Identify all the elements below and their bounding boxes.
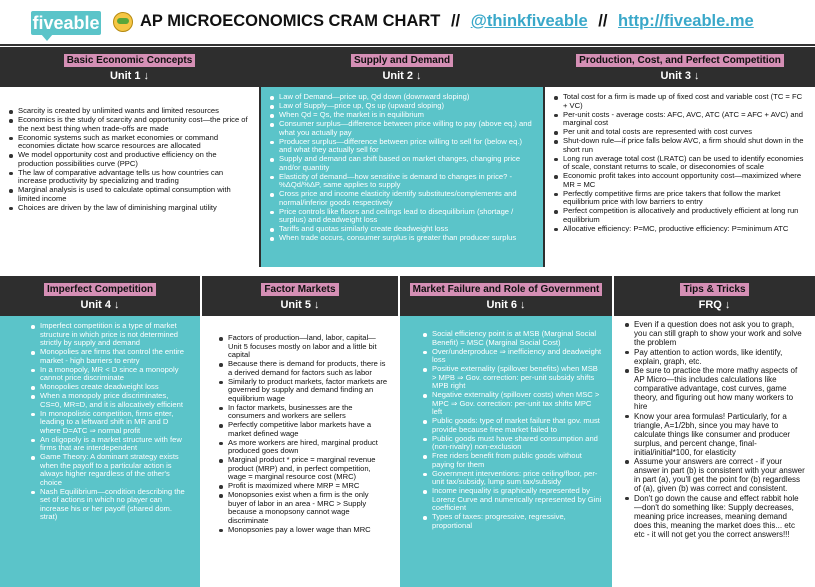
frq-content bbox=[614, 316, 815, 587]
list-item: Monopsonies exist when a firm is the only buyer of labor in an area - MRC > Supply because a monopsony cannot wage discriminate bbox=[218, 491, 388, 525]
unit4-header bbox=[0, 276, 200, 316]
unit1-title: Basic Economic Concepts bbox=[64, 54, 196, 67]
list-item: Choices are driven by the law of diminishing marginal utility bbox=[8, 204, 249, 213]
unit5-title: Factor Markets bbox=[261, 283, 338, 296]
unit4-content bbox=[0, 316, 200, 587]
list-item: We model opportunity cost and productive efficiency on the production possibilities curve (PPC) bbox=[8, 151, 249, 168]
list-item: Imperfect competition is a type of market structure in which price is not determined strictly by supply and demand bbox=[30, 322, 190, 348]
list-item: Factors of production—land, labor, capital—Unit 5 focuses mostly on labor and a little bit capital bbox=[218, 334, 388, 360]
list-item: Monopolies create deadweight loss bbox=[30, 383, 190, 392]
unit1-header bbox=[0, 47, 259, 87]
list-item: Game Theory: A dominant strategy exists when the payoff to a particular action is always higher regardless of the other's choice bbox=[30, 453, 190, 487]
list-item: When Qd = Qs, the market is in equilibrium bbox=[269, 111, 533, 120]
list-item: Free riders benefit from public goods without paying for them bbox=[422, 452, 602, 469]
unit2-label: Unit 2 ↓ bbox=[382, 70, 422, 82]
list-item: Per-unit costs - average costs: AFC, AVC, ATC (ATC = AFC + AVC) and marginal cost bbox=[553, 111, 805, 128]
list-item: Economics is the study of scarcity and opportunity cost—the price of the next best thing when trade-offs are made bbox=[8, 116, 249, 133]
list-item: Per unit and total costs are represented with cost curves bbox=[553, 128, 805, 137]
list-item: Tariffs and quotas similarly create deadweight loss bbox=[269, 225, 533, 234]
unit5-content bbox=[202, 316, 398, 587]
frq-header bbox=[614, 276, 815, 316]
frq-label: FRQ ↓ bbox=[698, 299, 731, 311]
unit3-label: Unit 3 ↓ bbox=[660, 70, 700, 82]
header bbox=[0, 0, 815, 46]
list-item: When a monopoly price discriminates, CS=0, MR=D, and it is allocatively efficient bbox=[30, 392, 190, 409]
list-item: In a monopoly, MR < D since a monopoly cannot price discriminate bbox=[30, 366, 190, 383]
list-item: When trade occurs, consumer surplus is greater than producer surplus bbox=[269, 234, 533, 243]
list-item: Income inequality is graphically represented by Lorenz Curve and numerically represented by Gini coefficient bbox=[422, 487, 602, 513]
list-item: Cross price and income elasticity identify substitutes/complements and normal/inferior goods respectively bbox=[269, 190, 533, 207]
list-item: Pay attention to action words, like identify, explain, graph, etc. bbox=[624, 348, 805, 366]
unit3-header bbox=[545, 47, 815, 87]
unit3-content bbox=[545, 87, 815, 267]
list-item: Be sure to practice the more mathy aspects of AP Micro—this includes calculations like comparative advantage, cost curves, game theory, and figuring out how many workers to hire bbox=[624, 366, 805, 411]
list-item: Economic systems such as market economies or command economies dictate how scarce resources are allocated bbox=[8, 134, 249, 151]
unit6-title: Market Failure and Role of Government bbox=[410, 283, 603, 296]
list-item: Consumer surplus—difference between price willing to pay (above eq.) and what you actually pay bbox=[269, 120, 533, 137]
list-item: Know your area formulas! Particularly, for a triangle, A=1/2bh, since you may have to calculate things like consumer and producer surplus, and percent change, final-initial/initial*100, for elasticity bbox=[624, 412, 805, 457]
list-item: Marginal product * price = marginal revenue product (MRP) and, in perfect competition, wage = marginal resource cost (MRC) bbox=[218, 456, 388, 482]
list-item: Economic profit takes into account opportunity cost—maximized where MR = MC bbox=[553, 172, 805, 189]
list-item: Total cost for a firm is made up of fixed cost and variable cost (TC = FC + VC) bbox=[553, 93, 805, 110]
list-item: Positive externality (spillover benefits) when MSB > MPB ⇒ Gov. correction: per-unit subsidy shifts MPB right bbox=[422, 365, 602, 391]
page-title bbox=[140, 12, 754, 31]
unit3-title: Production, Cost, and Perfect Competition bbox=[576, 54, 784, 67]
list-item: Don't go down the cause and effect rabbit hole—don't do something like: Supply decreases, meaning price increases, meaning demand does this, meaning the market does this... etc etc - it will not get you the correct answers!!! bbox=[624, 494, 805, 539]
list-item: Perfect competition is allocatively and productively efficient at long run equilibrium bbox=[553, 207, 805, 224]
list-item: Types of taxes: progressive, regressive, proportional bbox=[422, 513, 602, 530]
list-item: Social efficiency point is at MSB (Marginal Social Benefit) = MSC (Marginal Social Cost) bbox=[422, 330, 602, 347]
unit1-content bbox=[0, 87, 259, 267]
column-divider bbox=[259, 47, 261, 276]
list-item: Allocative efficiency: P=MC, productive efficiency: P=minimum ATC bbox=[553, 225, 805, 234]
list-item: Similarly to product markets, factor markets are governed by supply and demand finding an equilibrium wage bbox=[218, 378, 388, 404]
list-item: Price controls like floors and ceilings lead to disequilibrium (shortage / surplus) and deadweight loss bbox=[269, 208, 533, 225]
title-separator: // bbox=[450, 12, 461, 30]
list-item: An oligopoly is a market structure with few firms that are interdependent bbox=[30, 436, 190, 453]
frq-title: Tips & Tricks bbox=[680, 283, 748, 296]
list-item: Law of Demand—price up, Qd down (downward sloping) bbox=[269, 93, 533, 102]
list-item: Assume your answers are correct - if your answer in part (b) is consistent with your answer in part (a), you'll get the point for (b) regardless of (a), given (b) was correct and consistent. bbox=[624, 457, 805, 493]
list-item: Monopsonies pay a lower wage than MRC bbox=[218, 526, 388, 535]
list-item: Monopolies are firms that control the entire market - high barriers to entry bbox=[30, 348, 190, 365]
list-item: Perfectly competitive labor markets have a market defined wage bbox=[218, 421, 388, 438]
row-divider bbox=[0, 267, 815, 276]
list-item: Marginal analysis is used to calculate optimal consumption with limited income bbox=[8, 186, 249, 203]
title-separator: // bbox=[598, 12, 608, 30]
twitter-handle-link[interactable]: @thinkfiveable bbox=[470, 12, 588, 30]
list-item: The law of comparative advantage tells us how countries can increase productivity by specializing and trading bbox=[8, 169, 249, 186]
unit1-label: Unit 1 ↓ bbox=[109, 70, 150, 82]
list-item: Long run average total cost (LRATC) can be used to identify economies of scale, constant returns to scale, or diseconomies of scale bbox=[553, 155, 805, 172]
unit5-header bbox=[202, 276, 398, 316]
unit6-header bbox=[400, 276, 612, 316]
list-item: In monopolistic competition, firms enter, leading to a leftward shift in MR and D where D=ATC ⇒ normal profit bbox=[30, 410, 190, 436]
list-item: Perfectly competitive firms are price takers that follow the market equilibrium price with low barriers to entry bbox=[553, 190, 805, 207]
list-item: Even if a question does not ask you to graph, you can still graph to show your work and solve the problem bbox=[624, 320, 805, 347]
unit4-label: Unit 4 ↓ bbox=[80, 299, 120, 311]
list-item: Negative externality (spillover costs) when MSC > MPC ⇒ Gov. correction: per-unit tax shifts MPC left bbox=[422, 391, 602, 417]
unit6-label: Unit 6 ↓ bbox=[486, 299, 526, 311]
unit2-title: Supply and Demand bbox=[351, 54, 453, 67]
list-item: Profit is maximized where MRP = MRC bbox=[218, 482, 388, 491]
column-divider bbox=[543, 47, 545, 276]
fiveable-logo[interactable]: fiveable bbox=[32, 13, 100, 33]
list-item: Elasticity of demand—how sensitive is demand to changes in price? - %ΔQd/%ΔP, same applies to supply bbox=[269, 173, 533, 190]
list-item: Nash Equilibrium—condition describing the set of actions in which no player can increase his or her payoff (shared dom. strat) bbox=[30, 488, 190, 522]
list-item: Supply and demand can shift based on market changes, changing price and/or quantity bbox=[269, 155, 533, 172]
unit2-content bbox=[261, 87, 543, 267]
list-item: Shut-down rule—if price falls below AVC, a firm should shut down in the short run bbox=[553, 137, 805, 154]
list-item: Over/underproduce ⇒ inefficiency and deadweight loss bbox=[422, 348, 602, 365]
website-link[interactable]: http://fiveable.me bbox=[618, 12, 754, 30]
list-item: Because there is demand for products, there is a derived demand for factors such as labor bbox=[218, 360, 388, 377]
list-item: Law of Supply—price up, Qs up (upward sloping) bbox=[269, 102, 533, 111]
title-text: AP MICROECONOMICS CRAM CHART bbox=[140, 12, 441, 30]
list-item: In factor markets, businesses are the consumers and workers are sellers bbox=[218, 404, 388, 421]
unit5-label: Unit 5 ↓ bbox=[280, 299, 320, 311]
list-item: Producer surplus—difference between price willing to sell for (below eq.) and what they actually sell for bbox=[269, 138, 533, 155]
list-item: Public goods: type of market failure that gov. must provide because free market failed to bbox=[422, 417, 602, 434]
unit4-title: Imperfect Competition bbox=[44, 283, 156, 296]
list-item: Scarcity is created by unlimited wants and limited resources bbox=[8, 107, 249, 116]
unit2-header bbox=[261, 47, 543, 87]
list-item: As more workers are hired, marginal product produced goes down bbox=[218, 439, 388, 456]
list-item: Public goods must have shared consumption and (non-rivalry) non-exclusion bbox=[422, 435, 602, 452]
smiling-face-icon bbox=[113, 12, 133, 32]
list-item: Government interventions: price ceiling/floor, per-unit tax/subsidy, lump sum tax/subsidy bbox=[422, 470, 602, 487]
unit6-content bbox=[400, 316, 612, 587]
